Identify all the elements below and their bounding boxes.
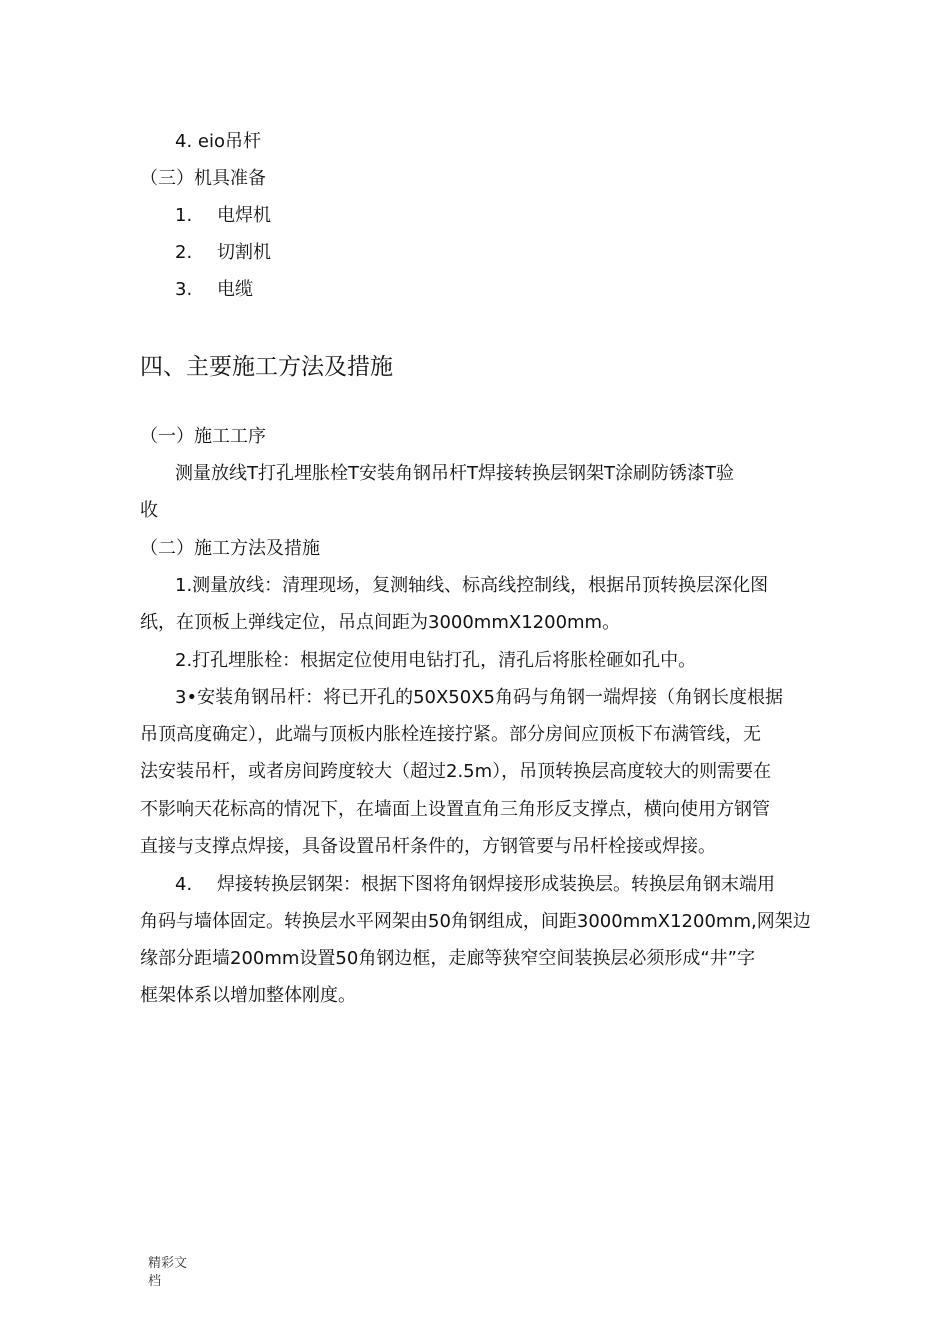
subsection-title: （一）施工工序 [140, 426, 266, 447]
tool-label: 电焊机 [217, 205, 271, 226]
tool-item [175, 197, 855, 234]
tool-item [175, 234, 855, 271]
tool-number: 2. [175, 242, 193, 263]
paragraph-line: 直接与支撑点焊接，具备设置吊杆条件的，方钢管要与吊杆栓接或焊接。 [140, 836, 716, 857]
paragraph-line: 纸，在顶板上弹线定位，吊点间距为3000mmX1200mm。 [140, 612, 621, 633]
paragraph-line: 吊顶高度确定），此端与顶板内胀栓连接拧紧。部分房间应顶板下布满管线，无 [140, 724, 761, 745]
tool-number: 1. [175, 205, 193, 226]
footer-text: 精彩文 [148, 1256, 188, 1271]
section-heading: 四、主要施工方法及措施 [140, 354, 393, 380]
paragraph-line: 收 [140, 500, 158, 521]
tool-label: 电缆 [217, 279, 253, 300]
paragraph-line: 法安装吊杆，或者房间跨度较大（超过2.5m），吊顶转换层高度较大的则需要在 [140, 761, 772, 782]
tool-label: 切割机 [217, 242, 271, 263]
paragraph-line [175, 866, 855, 903]
paragraph-line: 框架体系以增加整体刚度。 [140, 985, 356, 1006]
paragraph-number: 4. [175, 874, 193, 895]
paragraph-line: 1.测量放线：清理现场，复测轴线、标高线控制线，根据吊顶转换层深化图 [175, 575, 769, 596]
footer-text: 档 [148, 1274, 162, 1289]
item-eio: 4. eio吊杆 [175, 131, 261, 152]
paragraph-line: 缘部分距墙200mm设置50角钢边框，走廊等狭窄空间装换层必须形成“井”字 [140, 948, 755, 969]
paragraph-text: 焊接转换层钢架：根据下图将角钢焊接形成装换层。转换层角钢末端用 [217, 874, 775, 895]
tool-number: 3. [175, 279, 193, 300]
subsection-title: （二）施工方法及措施 [140, 538, 320, 559]
paragraph-line: 2.打孔埋胀栓：根据定位使用电钻打孔，清孔后将胀栓砸如孔中。 [175, 650, 697, 671]
section-tools-title: （三）机具准备 [140, 168, 266, 189]
paragraph-line: 3•安装角钢吊杆：将已开孔的50X50X5角码与角钢一端焊接（角钢长度根据 [175, 687, 783, 708]
paragraph-line: 不影响天花标高的情况下，在墙面上设置直角三角形反支撑点，横向使用方钢管 [140, 799, 770, 820]
paragraph-line: 角码与墙体固定。转换层水平网架由50角钢组成，间距3000mmX1200mm,网架边 [140, 911, 811, 932]
paragraph-line: 测量放线T打孔埋胀栓T安装角钢吊杆T焊接转换层钢架T涂刷防锈漆T验 [175, 463, 734, 484]
tool-item [175, 271, 855, 308]
